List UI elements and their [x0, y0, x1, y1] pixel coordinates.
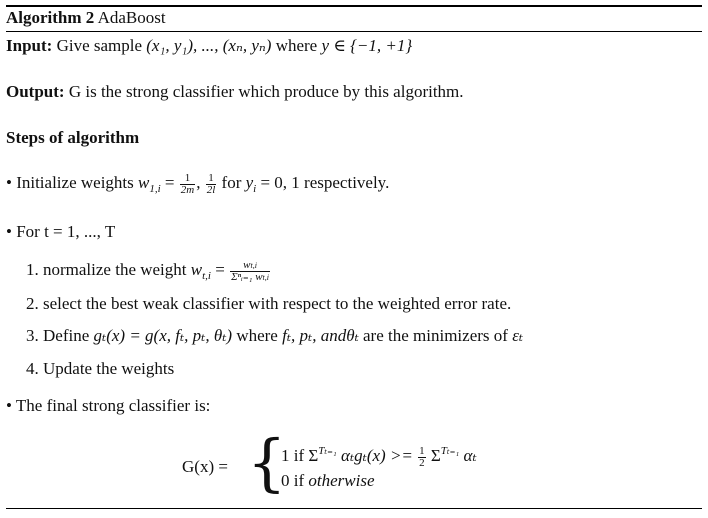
input-pairs: (x₁, y₁), ..., (xₙ, yₙ): [146, 36, 272, 55]
init-yi: y: [245, 173, 254, 192]
algorithm-label: Algorithm 2: [6, 8, 95, 27]
case1-expr: αₜgₜ(x) >=: [341, 446, 413, 465]
step-2: [26, 293, 511, 315]
case-2: [281, 470, 375, 492]
step-text: Update the weights: [43, 359, 175, 378]
bullet: •: [6, 173, 12, 192]
init-yi-sub: i: [253, 183, 257, 195]
step-number: 1.: [26, 260, 39, 279]
input-condition: y ∈ {−1, +1}: [321, 36, 413, 55]
case1-sum2-limits: Tₜ₌₁: [440, 445, 460, 457]
input-label: Input:: [6, 36, 53, 55]
step-where: where: [236, 326, 278, 345]
init-lhs: w: [138, 173, 150, 192]
case-1: [281, 440, 477, 469]
final-text: The final strong classifier is:: [15, 396, 211, 415]
step-number: 4.: [26, 359, 39, 378]
init-line: [6, 172, 389, 200]
input-where: where: [275, 36, 318, 55]
step-3: [26, 325, 523, 347]
step-eq: =: [215, 260, 225, 279]
cases-brace: {: [247, 426, 287, 499]
loop-line: [6, 221, 115, 243]
init-values: = 0, 1 respectively.: [260, 173, 390, 192]
step-text: Define: [43, 326, 90, 345]
case1-alpha: αₜ: [463, 446, 477, 465]
caption-rule: [6, 31, 702, 32]
case1-sum-limits: Tₜ₌₁: [318, 445, 337, 457]
init-comma: ,: [196, 173, 201, 192]
case1-value: 1 if: [281, 446, 305, 465]
step-4: [26, 358, 174, 380]
bullet: •: [6, 396, 12, 415]
step-text: normalize the weight: [43, 260, 187, 279]
step-lhs-sub: t,i: [202, 270, 211, 282]
case1-sum: Σ: [308, 446, 319, 465]
step-1: [26, 259, 271, 287]
init-frac-2: $\frac{1}{2l}$: [206, 171, 216, 196]
steps-heading: Steps of algorithm: [6, 128, 140, 147]
init-lhs-sub: 1,i: [149, 183, 161, 195]
init-frac-1: $\frac{1}{2m}$: [180, 171, 195, 196]
algorithm-caption: [6, 7, 166, 29]
step-lhs: w: [190, 260, 203, 279]
output-text: G is the strong classifier which produce by this algorithm.: [68, 82, 464, 101]
final-line: [6, 395, 210, 417]
case2-value: 0 if: [281, 471, 305, 490]
input-text: Give sample: [56, 36, 143, 55]
step-vars: fₜ, pₜ, andθₜ: [282, 326, 359, 345]
step-text: select the best weak classifier with respect to the weighted error rate.: [43, 294, 512, 313]
case2-word: otherwise: [308, 471, 375, 490]
init-text: Initialize weights: [16, 173, 134, 192]
bullet: •: [6, 222, 12, 241]
step-number: 2.: [26, 294, 39, 313]
loop-text: For t = 1, ..., T: [16, 222, 116, 241]
bottom-rule: [6, 508, 702, 509]
case1-half: $\frac{1}{2}$: [419, 444, 425, 469]
step-post: are the minimizers of: [363, 326, 508, 345]
case1-sum2: Σ: [430, 446, 441, 465]
step-formula: gₜ(x) = g(x, fₜ, pₜ, θₜ): [93, 326, 233, 345]
init-eq: =: [164, 173, 175, 192]
step-eps: εₜ: [512, 326, 524, 345]
output-line: [6, 81, 464, 103]
final-lhs: G(x) =: [182, 457, 228, 476]
init-for: for: [221, 173, 242, 192]
normalize-fraction: $\frac{wt,i}{\text{Σⁿᵢ₌₁ wt,i}}$: [231, 258, 269, 283]
output-label: Output:: [6, 82, 65, 101]
algorithm-name: AdaBoost: [97, 8, 166, 27]
step-number: 3.: [26, 326, 39, 345]
input-line: [6, 35, 412, 57]
